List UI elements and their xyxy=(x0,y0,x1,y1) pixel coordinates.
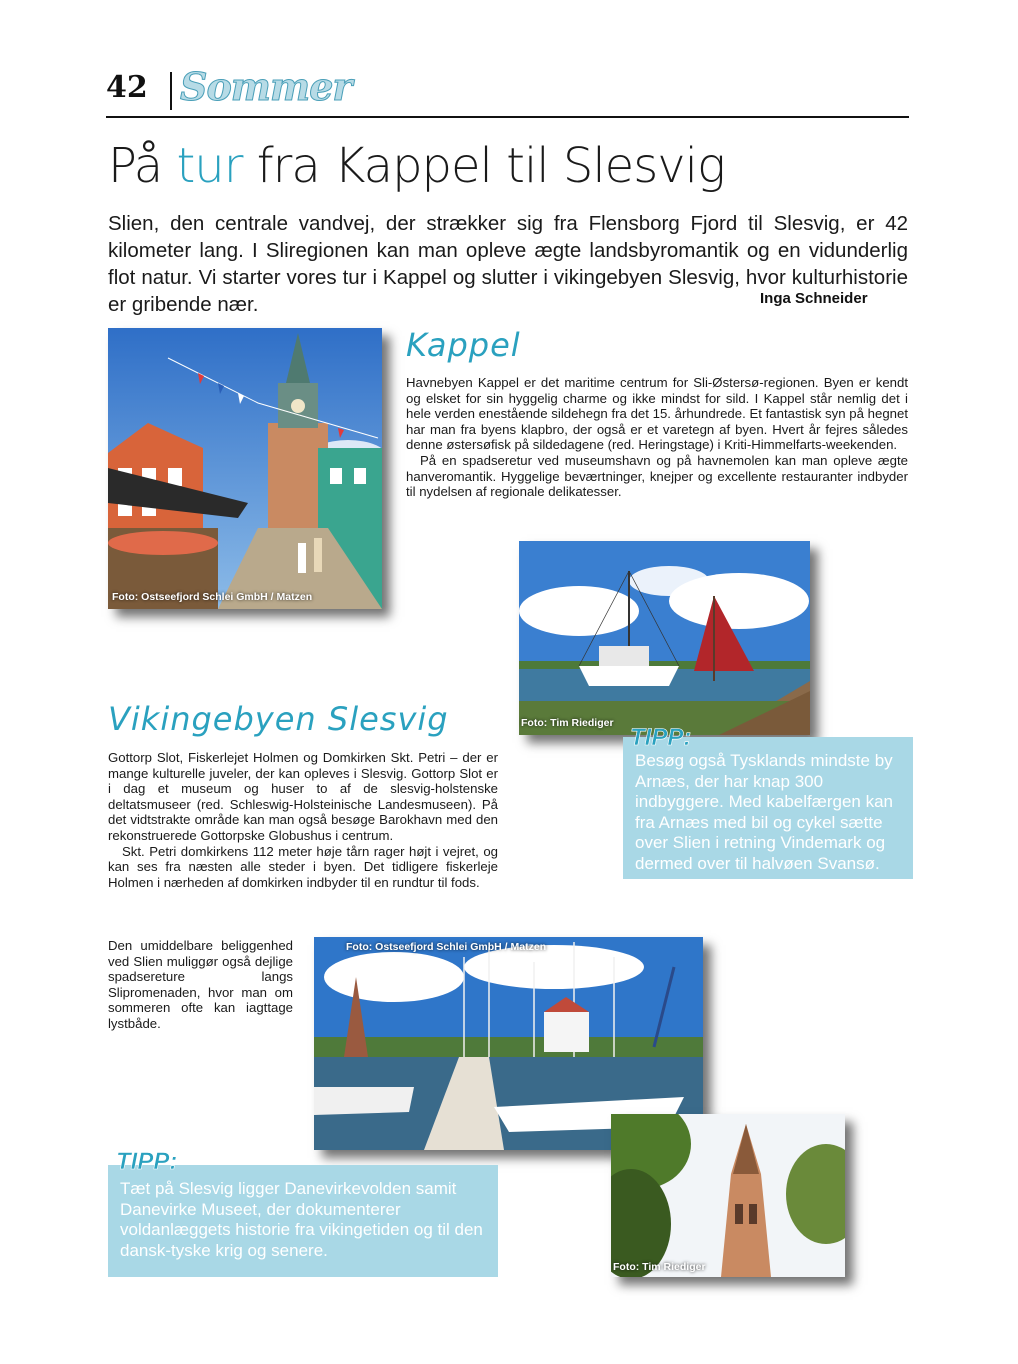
sailboat-harbour-illustration xyxy=(519,541,810,735)
title-accent: tur xyxy=(176,138,243,194)
kappel-paragraph-2: På en spadseretur ved museumshavn og på havnemolen kan man opleve ægte hanveromantik. Hyggelige beværtninger, knejper og excellente restauranter indbyder til nydelsen af regionale delikatesser. xyxy=(406,452,908,500)
photo-credit: Foto: Ostseefjord Schlei GmbH / Matzen xyxy=(346,941,547,953)
page-number: 42 xyxy=(106,70,148,105)
lead-paragraph: Slien, den centrale vandvej, der strækker sig fra Flensborg Fjord til Slesvig, er 42 kilometer lang. I Sliregionen kan man opleve ægte landsbyromantik og en vidunderlig flot natur. Vi starter vores tur i Kappel og slutter i vikingebyen Slesvig, hvor kulturhistorie er gribende nær. xyxy=(108,212,908,316)
photo-credit: Foto: Ostseefjord Schlei GmbH / Matzen xyxy=(112,591,313,603)
title-part-1: På xyxy=(108,138,177,194)
photo-sailboat-harbour xyxy=(519,541,810,735)
photo-credit: Foto: Tim Riediger xyxy=(521,717,614,729)
slesvig-paragraph-1: Gottorp Slot, Fiskerlejet Holmen og Domkirken Skt. Petri – der er mange kulturelle juveler, der kan opleves i Slesvig. Gottorp Slot er i dag et museum og huser to af de slesvig-holstenske deltatsmuseer (red. Schleswig-Holsteinische Landesmuseen). På det vidtstrakte område kan man også besøge Barokhavn med den rekonstruerede Gottorpske Globushus i centrum. xyxy=(108,750,498,843)
heading-kappel: Kappel xyxy=(406,326,521,364)
photo-kappel-street xyxy=(108,328,382,609)
slesvig-paragraph-2: Skt. Petri domkirkens 112 meter høje tårn rager højt i vejret, og kan ses fra næsten alle steder i byen. Det tidligere fiskerleje Holmen i nærheden af domkirken indbyder til en rundtur til fods. xyxy=(108,843,498,890)
kappel-text xyxy=(406,375,908,500)
title-part-2: fra Kappel til Slesvig xyxy=(242,138,725,194)
header-rule xyxy=(106,116,909,118)
photo-credit: Foto: Tim Riediger xyxy=(613,1261,706,1273)
kappel-paragraph-1: Havnebyen Kappel er det maritime centrum for Sli-Østersø-regionen. Byen er kendt og elsket for sin hyggelig charme og ikke mindst for sild. I Kappel står nemlig det i hele verden enestående sildehegn fra det 15. århundrede. Et fantastisk syn på hegnet har man fra byens klapbro, der også er et varetegn af byen. Hvert år fejres således denne østersøfisk på sildedagene (red. Heringstage) i Kriti-Himmelfarts-weekenden. xyxy=(406,375,908,453)
tipp-label: TIPP: xyxy=(116,1148,178,1175)
tipp-text: Besøg også Tysklands mindste by Arnæs, der har knap 300 indbyggere. Med kabelfærgen kan fra Arnæs med bil og cykel sætte over Slien i retning Vindemark og dermed over til halvøen Svansø. xyxy=(635,751,893,873)
tipp-text: Tæt på Slesvig ligger Danevirkevolden samit Danevirke Museet, der dokumenterer voldanlæggets historie fra vikingetiden og til den dansk-tyske krig og senere. xyxy=(120,1179,483,1260)
article-title xyxy=(108,138,725,194)
slesvig-text-continued xyxy=(108,938,293,1032)
cathedral-illustration xyxy=(611,1114,845,1277)
photo-cathedral xyxy=(611,1114,845,1277)
tipp-label: TIPP: xyxy=(630,724,692,751)
slesvig-paragraph-2-continued: Den umiddelbare beliggenhed ved Slien muliggør også dejlige spadsereture langs Slipromenaden, hvor man om sommeren ofte kan iagttage lystbåde. xyxy=(108,938,293,1031)
kappel-street-illustration xyxy=(108,328,382,609)
slesvig-text xyxy=(108,750,498,890)
tipp-box-arnaes xyxy=(623,737,913,879)
section-name: Sommer xyxy=(180,64,352,109)
tipp-box-danevirke xyxy=(108,1165,498,1277)
heading-slesvig: Vikingebyen Slesvig xyxy=(108,700,449,738)
author-byline: Inga Schneider xyxy=(760,290,868,307)
header-divider xyxy=(170,72,172,110)
